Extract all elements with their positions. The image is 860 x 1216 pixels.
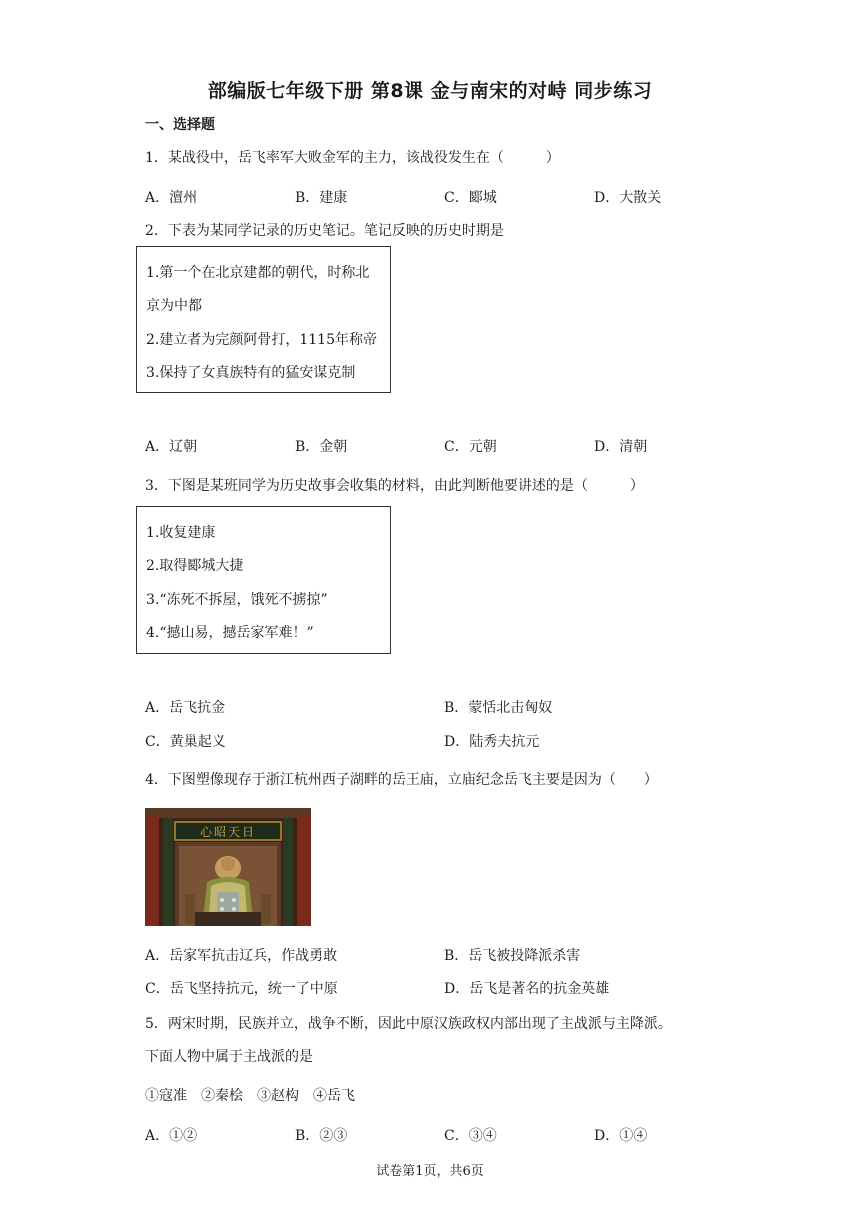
question-5-stem-continued: 下面人物中属于主战派的是	[145, 1049, 313, 1065]
q3-option-b[interactable]: B．蒙恬北击匈奴	[444, 700, 553, 716]
q5-option-d[interactable]: D．①④	[594, 1128, 648, 1144]
q3-option-d[interactable]: D．陆秀夫抗元	[444, 734, 540, 750]
q5-option-a[interactable]: A．①②	[145, 1128, 198, 1144]
q4-option-b[interactable]: B．岳飞被投降派杀害	[444, 948, 581, 964]
q4-option-d[interactable]: D．岳飞是著名的抗金英雄	[444, 981, 610, 997]
page-title: 部编版七年级下册 第8课 金与南宋的对峙 同步练习	[207, 80, 653, 102]
q3-material-line: 2.取得郾城大捷	[146, 558, 244, 574]
q5-option-b[interactable]: B．②③	[295, 1128, 348, 1144]
q1-option-c[interactable]: C．郾城	[444, 190, 497, 206]
section-heading: 一、选择题	[145, 117, 215, 133]
question-1-stem: 1．某战役中，岳飞率军大败金军的主力，该战役发生在（ ）	[145, 150, 560, 166]
q2-note-line: 1.第一个在北京建都的朝代，时称北	[146, 265, 370, 281]
q4-option-c[interactable]: C．岳飞坚持抗元，统一了中原	[145, 981, 338, 997]
q1-option-d[interactable]: D．大散关	[594, 190, 662, 206]
q3-materials-box	[136, 506, 391, 654]
q3-material-line: 4.“撼山易，撼岳家军难！”	[146, 625, 314, 641]
q1-option-a[interactable]: A．澶州	[145, 190, 198, 206]
q2-note-line: 2.建立者为完颜阿骨打，1115年称帝	[146, 332, 377, 348]
q3-option-c[interactable]: C．黄巢起义	[145, 734, 226, 750]
question-3-stem: 3．下图是某班同学为历史故事会收集的材料，由此判断他要讲述的是（ ）	[145, 478, 644, 494]
q4-option-a[interactable]: A．岳家军抗击辽兵，作战勇敢	[145, 948, 338, 964]
q5-option-c[interactable]: C．③④	[444, 1128, 497, 1144]
q2-notes-box	[136, 246, 391, 393]
q2-note-line: 3.保持了女真族特有的猛安谋克制	[146, 365, 356, 381]
question-4-stem: 4．下图塑像现存于浙江杭州西子湖畔的岳王庙，立庙纪念岳飞主要是因为（ ）	[145, 772, 658, 788]
q2-option-a[interactable]: A．辽朝	[145, 439, 198, 455]
q1-option-b[interactable]: B．建康	[295, 190, 348, 206]
temple-plaque-text: 心昭天日	[199, 825, 256, 839]
q3-material-line: 1.收复建康	[146, 525, 216, 541]
q3-option-a[interactable]: A．岳飞抗金	[145, 700, 226, 716]
q5-people-list: ①寇准 ②秦桧 ③赵构 ④岳飞	[145, 1088, 355, 1104]
q2-option-d[interactable]: D．清朝	[594, 439, 648, 455]
q2-note-line: 京为中都	[146, 298, 202, 314]
question-2-stem: 2．下表为某同学记录的历史笔记。笔记反映的历史时期是	[145, 223, 504, 239]
q2-option-b[interactable]: B．金朝	[295, 439, 348, 455]
q2-option-c[interactable]: C．元朝	[444, 439, 497, 455]
q3-material-line: 3.“冻死不拆屋，饿死不掳掠”	[146, 592, 328, 608]
yue-fei-statue-photo	[145, 808, 311, 926]
question-5-stem: 5．两宋时期，民族并立，战争不断，因此中原汉族政权内部出现了主战派与主降派。	[145, 1016, 672, 1032]
page-footer: 试卷第1页，共6页	[376, 1164, 484, 1179]
